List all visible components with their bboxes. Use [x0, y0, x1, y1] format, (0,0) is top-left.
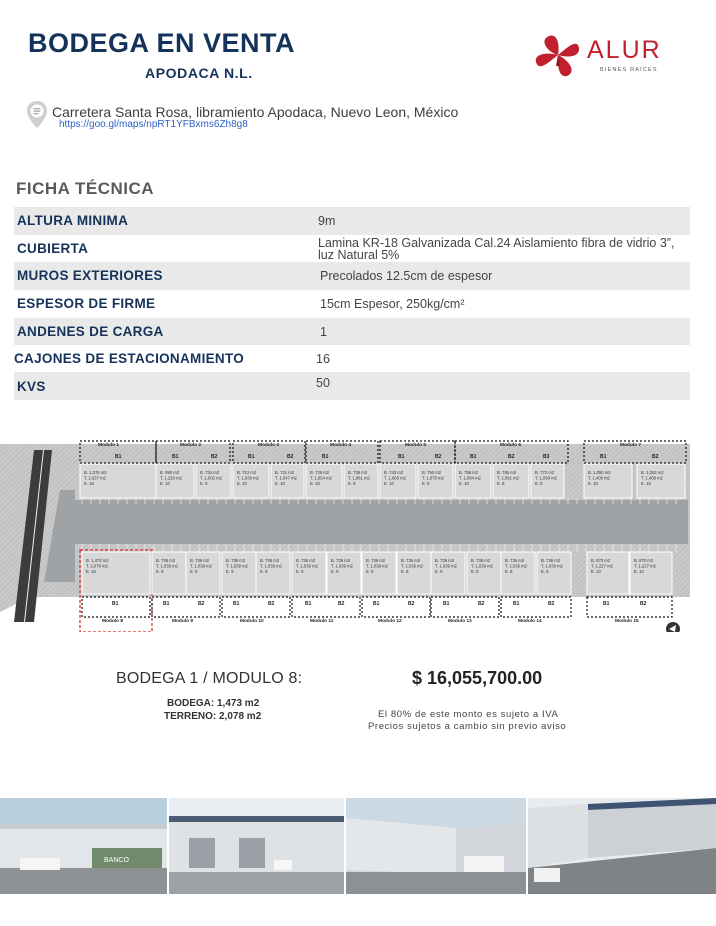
- bay-label: B1: [398, 454, 405, 460]
- price: $ 16,055,700.00: [412, 668, 543, 688]
- lot-text: T. 1,039 m2: [471, 563, 493, 569]
- lot-text: E. 9: [200, 481, 208, 486]
- lot-text: E. 9: [348, 481, 356, 486]
- lot-text: B. 736 m2: [156, 558, 176, 563]
- bay-label: B1: [322, 454, 329, 460]
- module-frame: [362, 597, 430, 617]
- lot-text: B. 743 m2: [384, 470, 404, 475]
- top-lot: [493, 464, 529, 498]
- top-lot: [156, 464, 194, 498]
- module-label: Modulo 6: [500, 443, 522, 448]
- lot-text: E. 10: [591, 569, 601, 574]
- module-frame: [587, 597, 672, 617]
- lot-text: E. 10: [641, 481, 651, 486]
- spec-label: MUROS EXTERIORES: [17, 268, 163, 283]
- lot-text: B. 736 m2: [401, 558, 421, 563]
- top-lot: [271, 464, 304, 498]
- lot-text: T. 1,098 m2: [535, 475, 557, 481]
- lot-text: B. 736 m2: [260, 558, 280, 563]
- bay-label: B2: [268, 601, 275, 607]
- site-plan: [0, 432, 716, 632]
- lot-text: T. 1,091 m2: [497, 475, 519, 481]
- lot-text: T. 1,076 m2: [422, 475, 444, 481]
- top-lot: [344, 464, 378, 498]
- module-label: Modulo 9: [172, 619, 194, 624]
- bay-label: B2: [435, 454, 442, 460]
- top-lot: [531, 464, 564, 498]
- bottom-lot: [362, 552, 396, 594]
- module-label: Modulo 5: [405, 443, 427, 448]
- lot-text: T. 1,039 m2: [366, 563, 388, 569]
- lot-text: T. 1,409 m2: [641, 475, 663, 481]
- module-label: Modulo 4: [330, 443, 352, 448]
- terreno-size: TERRENO: 2,078 m2: [164, 711, 262, 722]
- module-label: Modulo 14: [518, 619, 542, 624]
- bay-label: B1: [600, 454, 607, 460]
- lot-text: T. 1,039 m2: [505, 563, 527, 569]
- lot-text: T. 1,002 m2: [200, 475, 222, 481]
- lot-text: E. 9: [471, 569, 479, 574]
- lot-text: E. 10: [459, 481, 469, 486]
- alur-logo: [533, 30, 683, 80]
- bay-label: B2: [640, 601, 647, 607]
- bottom-lot: [327, 552, 361, 594]
- top-lot: [584, 464, 632, 498]
- top-lot: [80, 464, 156, 498]
- spec-label: ESPESOR DE FIRME: [17, 296, 156, 311]
- lot-text: T. 1,406 m2: [588, 475, 610, 481]
- map-link[interactable]: https://goo.gl/maps/npRT1YFBxms6Zh8g8: [59, 119, 248, 130]
- lot-text: E. 9: [331, 569, 339, 574]
- spec-row-kvs: [14, 372, 690, 400]
- bottom-lot: [222, 552, 256, 594]
- price-disclaimer: Precios sujetos a cambio sin previo aviso: [368, 721, 567, 732]
- lot-text: E. 9: [190, 569, 198, 574]
- photo-3: [346, 798, 526, 894]
- lot-text: B. 736 m2: [471, 558, 491, 563]
- bay-label: B1: [443, 601, 450, 607]
- module-label: Modulo 10: [240, 619, 264, 624]
- lot-text: E. 9: [535, 481, 543, 486]
- lot-text: T. 1,061 m2: [348, 475, 370, 481]
- lot-text: E. 10: [160, 481, 170, 486]
- lot-text: E. 9: [260, 569, 268, 574]
- bay-label: B1: [172, 454, 179, 460]
- spec-row-cubierta: [14, 235, 690, 262]
- lot-text: E. 10: [384, 481, 394, 486]
- spec-row-muros: [14, 262, 690, 290]
- bottom-lot: [256, 552, 290, 594]
- lot-text: T. 2,037 m2: [84, 475, 106, 481]
- lot-text: B. 721 m2: [275, 470, 295, 475]
- bay-label: B2: [211, 454, 218, 460]
- lot-text: T. 1,039 m2: [296, 563, 318, 569]
- lot-text: B. 1,053 m2: [641, 470, 664, 475]
- spec-value: 50: [316, 376, 330, 390]
- bottom-lot: [501, 552, 535, 594]
- lot-text: E. 9: [366, 569, 374, 574]
- spec-label: KVS: [17, 379, 46, 394]
- lot-text: T. 1,084 m2: [459, 475, 481, 481]
- bay-label: B2: [338, 601, 345, 607]
- module-frame: [501, 597, 571, 617]
- lot-text: T. 1,039 m2: [156, 563, 178, 569]
- lot-text: B. 1,473 m2: [86, 558, 109, 563]
- lot-text: B. 736 m2: [331, 558, 351, 563]
- top-lot: [418, 464, 453, 498]
- bottom-lot: [292, 552, 326, 594]
- lot-text: B. 772 m2: [535, 470, 555, 475]
- bay-label: B2: [287, 454, 294, 460]
- spec-value: 9m: [318, 214, 336, 228]
- bodega-size: BODEGA: 1,473 m2: [167, 698, 260, 709]
- spec-table: [14, 207, 690, 400]
- lot-text: T. 1,039 m2: [401, 563, 423, 569]
- bottom-lot: [587, 552, 629, 594]
- spec-value: Precolados 12.5cm de espesor: [320, 269, 493, 283]
- lot-text: T. 1,227 m2: [634, 563, 656, 569]
- lot-text: E. 9: [497, 481, 505, 486]
- lot-text: B. 728 m2: [310, 470, 330, 475]
- lot-text: E. 10: [275, 481, 285, 486]
- lot-text: B. 736 m2: [296, 558, 316, 563]
- lot-text: B. 750 m2: [422, 470, 442, 475]
- module-label: Modulo 13: [448, 619, 472, 624]
- lot-text: B. 734 m2: [200, 470, 220, 475]
- photo-2: [169, 798, 344, 894]
- top-lot: [306, 464, 342, 498]
- lot-text: B. 870 m2: [591, 558, 611, 563]
- bay-label: B2: [508, 454, 515, 460]
- bodega-module-label: BODEGA 1 / MODULO 8:: [116, 670, 303, 687]
- lot-text: B. 736 m2: [505, 558, 525, 563]
- bay-label: B1: [112, 601, 119, 607]
- parking-lot: [75, 500, 688, 544]
- lot-text: B. 736 m2: [190, 558, 210, 563]
- module-label: Modulo 3: [258, 443, 280, 448]
- bay-label: B1: [163, 601, 170, 607]
- lot-text: B. 736 m2: [366, 558, 386, 563]
- bay-label: B2: [408, 601, 415, 607]
- iva-note: El 80% de este monto es sujeto a IVA: [378, 709, 559, 720]
- lot-text: E. 9: [156, 569, 164, 574]
- spec-row-altura: [14, 207, 690, 235]
- bay-label: B1: [248, 454, 255, 460]
- lot-text: B. 765 m2: [497, 470, 517, 475]
- lot-text: T. 1,039 m2: [190, 563, 212, 569]
- page-subtitle: APODACA N.L.: [145, 65, 253, 81]
- bottom-lot: [152, 552, 186, 594]
- lot-text: B. 870 m2: [634, 558, 654, 563]
- top-lot: [380, 464, 416, 498]
- lot-text: E. 9: [541, 569, 549, 574]
- bottom-lot: [630, 552, 672, 594]
- spec-label: CAJONES DE ESTACIONAMIENTO: [14, 351, 245, 366]
- bay-label: B2: [652, 454, 659, 460]
- spec-row-cajones: [14, 345, 690, 372]
- module-label: Modulo 1: [98, 443, 120, 448]
- spec-row-andenes: [14, 318, 690, 345]
- lot-text: T. 1,039 m2: [260, 563, 282, 569]
- module-label: Modulo 11: [310, 619, 334, 624]
- spec-value: 1: [320, 325, 327, 339]
- top-lots: [80, 464, 685, 498]
- lot-text: T. 1,054 m2: [310, 475, 332, 481]
- module-label: Modulo 2: [180, 443, 202, 448]
- page-title: BODEGA EN VENTA: [28, 28, 296, 58]
- lot-text: B. 736 m2: [435, 558, 455, 563]
- lot-text: T. 1,039 m2: [226, 563, 248, 569]
- module-frame: [292, 597, 360, 617]
- lot-text: E. 10: [634, 569, 644, 574]
- spec-row-firme: [14, 290, 690, 318]
- spec-label: ANDENES DE CARGA: [17, 324, 164, 339]
- lot-text: E. 10: [237, 481, 247, 486]
- lot-text: T. 2,078 m2: [86, 563, 108, 569]
- module-label: Modulo 8: [102, 619, 124, 624]
- lot-text: E. 10: [588, 481, 598, 486]
- module-frame: [431, 597, 499, 617]
- lot-text: E. 9: [505, 569, 513, 574]
- bottom-lot: [431, 552, 465, 594]
- lot-text: B. 990 m2: [160, 470, 180, 475]
- module-label: Modulo 12: [378, 619, 402, 624]
- lot-text: E. 9: [435, 569, 443, 574]
- lot-text: E. 9: [226, 569, 234, 574]
- bay-label: B1: [513, 601, 520, 607]
- location-pin-icon: [26, 100, 48, 130]
- spec-value: Lamina KR-18 Galvanizada Cal.24 Aislamiento fibra de vidrio 3”, luz Natural 5%: [318, 236, 675, 262]
- top-lot: [233, 464, 269, 498]
- lot-text: E. 9: [296, 569, 304, 574]
- lot-text: E. 16: [84, 481, 94, 486]
- bay-label: B3: [543, 454, 550, 460]
- lot-text: T. 1,220 m2: [160, 475, 182, 481]
- photo-4: [528, 798, 716, 894]
- lot-text: T. 1,227 m2: [591, 563, 613, 569]
- lot-text: B. 1,050 m2: [588, 470, 611, 475]
- lot-text: B. 736 m2: [541, 558, 561, 563]
- lot-text: B. 736 m2: [348, 470, 368, 475]
- top-lot: [455, 464, 491, 498]
- brand-tagline: BIENES RAÍCES: [600, 67, 658, 73]
- address-text: Carretera Santa Rosa, libramiento Apodaca, Nuevo Leon, México: [52, 104, 459, 120]
- photo-sign: BANCO: [104, 857, 129, 864]
- lot-text: T. 1,039 m2: [435, 563, 457, 569]
- brand-name: ALUR: [587, 36, 662, 64]
- top-lot: [637, 464, 685, 498]
- bottom-lot: [397, 552, 431, 594]
- lot-text: T. 1,068 m2: [384, 475, 406, 481]
- bay-label: B1: [603, 601, 610, 607]
- ficha-tecnica-heading: FICHA TÉCNICA: [16, 179, 155, 198]
- module-frame: [152, 597, 220, 617]
- lot-text: T. 1,039 m2: [237, 475, 259, 481]
- bay-label: B1: [373, 601, 380, 607]
- bay-label: B2: [198, 601, 205, 607]
- bay-label: B1: [305, 601, 312, 607]
- spec-label: CUBIERTA: [17, 241, 89, 256]
- bay-label: B1: [233, 601, 240, 607]
- bay-label: B1: [470, 454, 477, 460]
- module-label: Modulo 15: [615, 619, 639, 624]
- bottom-lot: [537, 552, 571, 594]
- lot-text: T. 1,039 m2: [331, 563, 353, 569]
- bay-label: B2: [478, 601, 485, 607]
- lot-text: E. 16: [86, 569, 96, 574]
- bay-label: B1: [115, 454, 122, 460]
- lot-text: B. 736 m2: [226, 558, 246, 563]
- photo-1: [0, 798, 167, 894]
- flower-logo-icon: [536, 35, 579, 76]
- bay-label: B2: [548, 601, 555, 607]
- lot-text: B. 758 m2: [459, 470, 479, 475]
- top-lot: [196, 464, 231, 498]
- lot-text: E. 9: [422, 481, 430, 486]
- spec-label: ALTURA MINIMA: [17, 213, 129, 228]
- lot-text: B. 1,376 m2: [84, 470, 107, 475]
- module-frame: [82, 597, 150, 617]
- lot-text: T. 1,047 m2: [275, 475, 297, 481]
- bottom-lot: [467, 552, 501, 594]
- spec-value: 15cm Espesor, 250kg/cm²: [320, 297, 465, 311]
- lot-text: E. 10: [310, 481, 320, 486]
- spec-value: 16: [316, 352, 330, 366]
- bottom-lot: [186, 552, 220, 594]
- lot-text: E. 9: [401, 569, 409, 574]
- lot-text: B. 713 m2: [237, 470, 257, 475]
- module-label: Modulo 7: [620, 443, 642, 448]
- lot-text: T. 1,039 m2: [541, 563, 563, 569]
- module-frame: [222, 597, 290, 617]
